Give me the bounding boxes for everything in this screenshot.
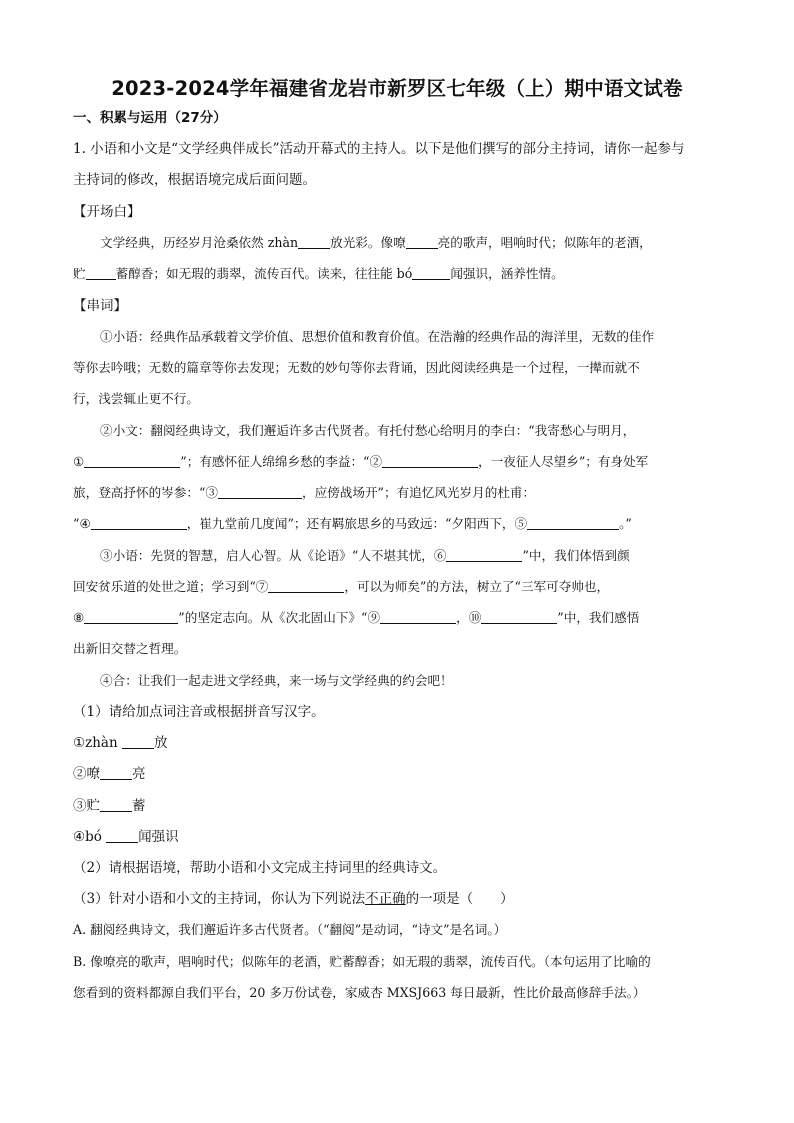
text-segment: 文学经典，历经岁月沧桑依然 zhàn [100,235,299,250]
text-segment: ”；有感怀征人绵绵乡愁的李益：“② [180,454,383,469]
fill-item [73,733,167,753]
link-paragraph-line: 出新旧交替之哲理。 [73,641,187,656]
text-segment: ④bó [73,829,107,845]
sub-question: （1）请给加点词注音或根据拼音写汉字。 [73,704,325,720]
text-segment: 。” [619,516,632,531]
answer-blank [268,578,344,593]
text-segment: 亮 [132,766,146,782]
answer-blank [382,453,478,468]
page-title: 2023-2024学年福建省龙岩市新罗区七年级（上）期中语文试卷 [111,77,683,100]
link-paragraph-line: 行，浅尝辄止更不行。 [73,391,199,406]
option-a: A. 翻阅经典诗文，我们邂逅许多古代贤者。（“翻阅”是动词，“诗文”是名词。） [73,922,507,937]
sub-question [73,889,514,909]
answer-blank [406,234,438,249]
link-paragraph-line: ②小文：翻阅经典诗文，我们邂逅许多古代贤者。有托付愁心给明月的李白：“我寄愁心与明月， [100,423,636,438]
answer-blank [86,265,116,280]
sub-question: （2）请根据语境，帮助小语和小文完成主持词里的经典诗文。 [73,860,447,876]
opening-paragraph-line [73,264,564,284]
answer-blank [446,547,522,562]
text-segment: 蓄醇香；如无瑕的翡翠，流传百代。读来，往往能 bó [115,266,413,281]
answer-blank [380,609,456,624]
link-paragraph-line [73,577,609,597]
link-paragraph-line: ④合：让我们一起走进文学经典，来一场与文学经典的约会吧！ [100,673,453,688]
link-heading: 【串词】 [73,298,127,314]
text-segment: 贮 [73,266,86,281]
text-segment: ”中，我们体悟到颜 [522,548,630,563]
answer-blank [481,609,557,624]
text-segment: 蓄 [132,798,146,814]
opening-paragraph-line [100,233,652,253]
link-paragraph-line [73,452,648,472]
text-segment: 亮的歌声，唱响时代；似陈年的老酒， [437,235,652,250]
option-b-line: 您看到的资料都源自我们平台，20 多万份试卷，家威杏 MXSJ663 每日最新，性比价最高修辞手法。） [73,985,646,1000]
answer-blank [91,515,187,530]
text-segment: ⑧ [73,610,85,625]
link-paragraph-line [73,514,632,534]
text-segment: （3）针对小语和小文的主持词，你认为下列说法 [73,891,366,907]
text-segment: ②嘹 [73,766,100,782]
opening-heading: 【开场白】 [73,204,141,220]
emphasis-underline: 不正确 [365,891,406,907]
link-paragraph-line: 等你去吟哦；无数的篇章等你去发现；无数的妙句等你去背诵，因此阅读经典是一个过程，一撵而就不 [73,360,640,375]
answer-blank [412,265,450,280]
text-segment: 回安贫乐道的处世之道；学习到“⑦ [73,579,269,594]
text-segment: 闻强识 [138,829,179,845]
text-segment: 放光彩。像嘹 [330,235,406,250]
text-segment: ① [73,454,85,469]
section-heading: 一、积累与运用（27分） [73,110,227,126]
answer-blank [84,453,180,468]
text-segment: 旅，登高抒怀的岑参：“③ [73,485,218,500]
option-b-line: B. 像嘹亮的歌声，唱响时代；似陈年的老酒，贮蓄醇香；如无瑕的翡翠，流传百代。（本句运用了比喻的 [73,954,651,969]
link-paragraph-line: ①小语：经典作品承载着文学价值、思想价值和教育价值。在浩瀚的经典作品的海洋里，无数的佳作 [100,329,655,344]
fill-item [73,796,146,816]
text-segment: ③小语：先贤的智慧，启人心智。从《论语》“人不堪其忧，⑥ [100,548,447,563]
answer-blank [298,234,330,249]
answer-blank [527,515,619,530]
text-segment: ③贮 [73,798,100,814]
fill-item [73,827,179,847]
answer-blank [100,765,132,780]
fill-item [73,764,146,784]
text-segment: ”中，我们感悟 [557,610,640,625]
text-segment: ①zhàn [73,735,122,751]
question-intro-line: 主持词的修改，根据语境完成后面问题。 [73,172,316,188]
text-segment: ，崔九堂前几度闻”；还有羁旅思乡的马致远：“夕阳西下，⑤ [186,516,528,531]
answer-blank [106,828,138,843]
link-paragraph-line [73,483,535,503]
text-segment: “④ [73,516,91,531]
text-segment: ，一夜征人尽望乡”；有身处军 [478,454,649,469]
answer-blank [100,797,132,812]
text-segment: ，⑩ [456,610,482,625]
answer-blank [122,734,154,749]
text-segment: ，可以为师矣”的方法，树立了“三军可夺帅也， [344,579,610,594]
question-intro-line: 1. 小语和小文是“文学经典伴成长”活动开幕式的主持人。以下是他们撰写的部分主持词，请你一起参与 [73,141,685,157]
text-segment: ”的坚定志向。从《次北固山下》“⑨ [178,610,381,625]
answer-blank [84,609,178,624]
text-segment: 放 [153,735,168,751]
answer-blank [218,484,302,499]
link-paragraph-line [73,608,639,628]
text-segment: ，应傍战场开”；有追忆风光岁月的杜甫： [301,485,536,500]
text-segment: 的一项是（ ） [405,891,514,907]
text-segment: 闻强识，涵养性情。 [450,266,564,281]
link-paragraph-line [100,546,630,566]
